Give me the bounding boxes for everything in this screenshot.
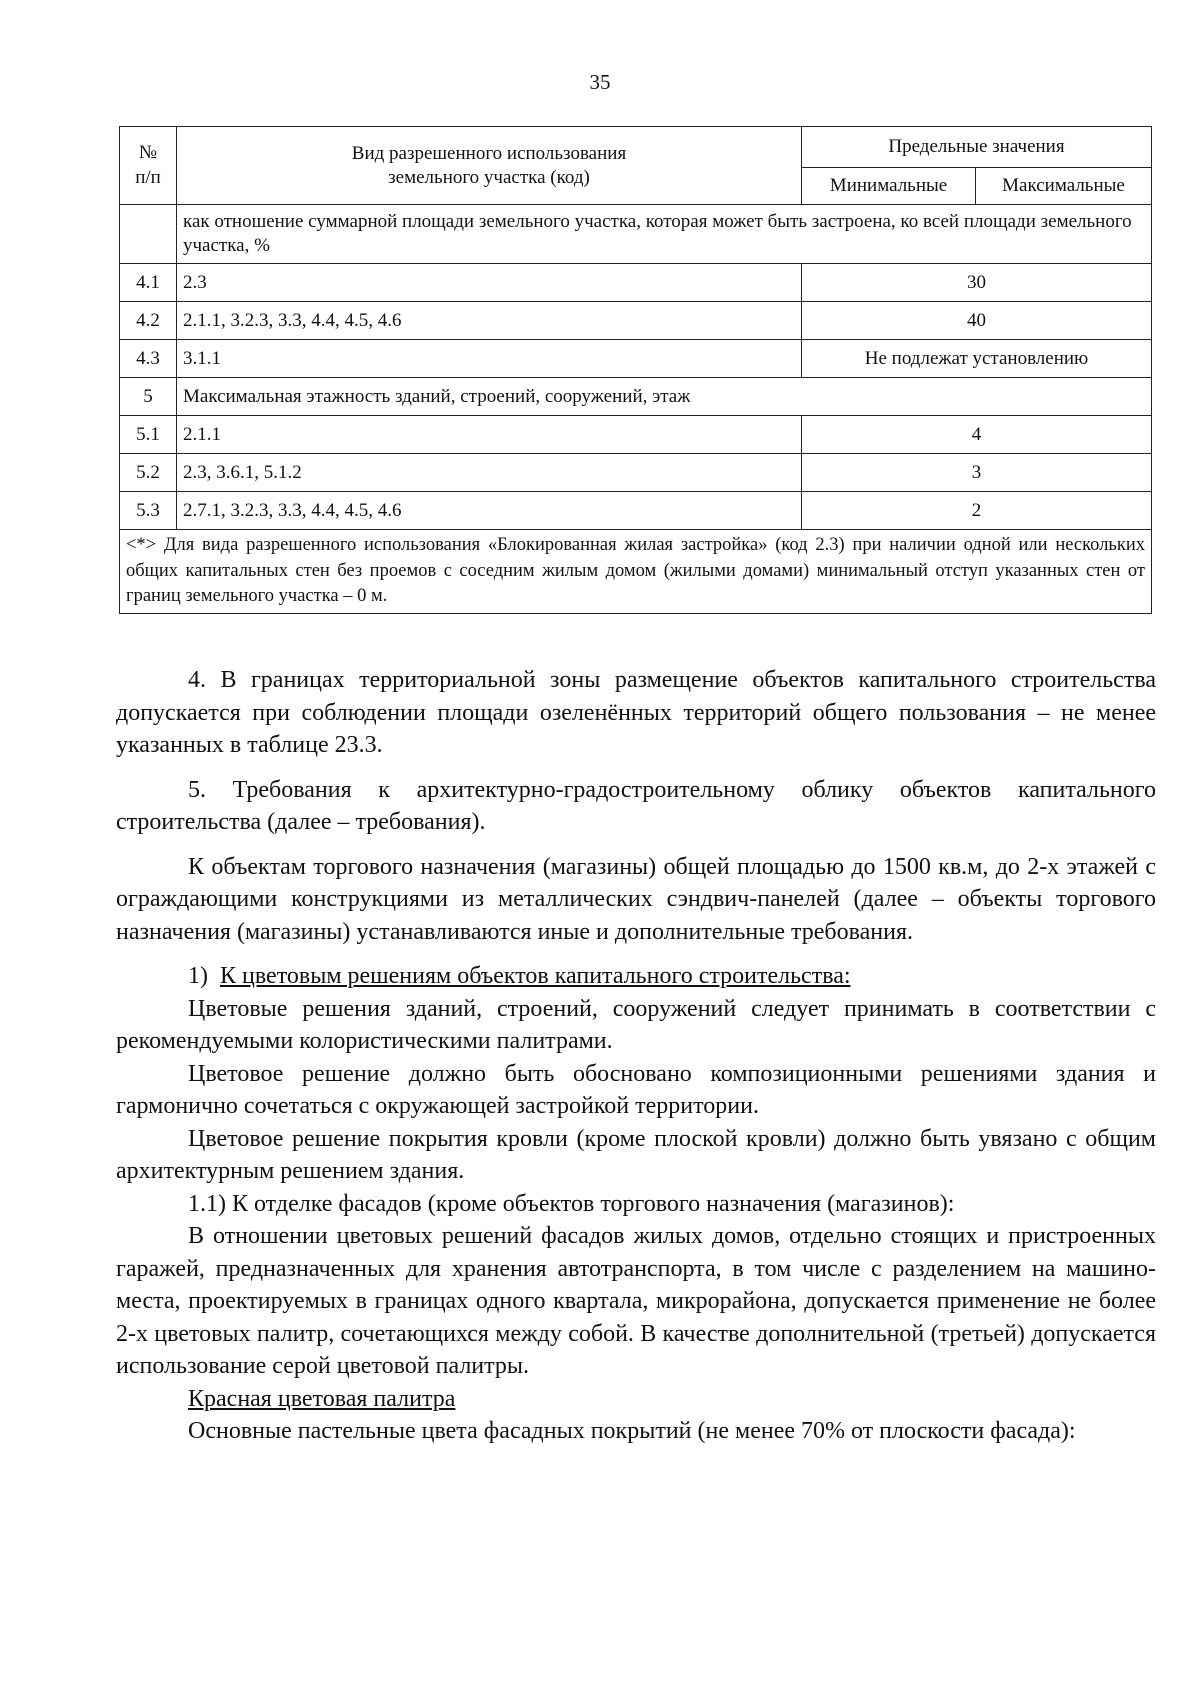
row-code: 2.1.1, 3.2.3, 3.3, 4.4, 4.5, 4.6	[177, 302, 802, 340]
row-section-text: Максимальная этажность зданий, строений, сооружений, этаж	[177, 378, 1152, 416]
paragraph-1-heading	[116, 960, 1156, 993]
row-value: 4	[802, 416, 1152, 454]
row-num: 5	[120, 378, 177, 416]
row-code: 2.3, 3.6.1, 5.1.2	[177, 454, 802, 492]
table-row	[120, 378, 1152, 416]
paragraph-5: 5. Требования к архитектурно-градостроительному облику объектов капитального строительства (далее – требования).	[116, 776, 1156, 835]
table-footnote: <*> Для вида разрешенного использования «Блокированная жилая застройка» (код 2.3) при наличии одной или нескольких общих капитальных стен без проемов с соседним жилым домом (жилыми домами) минимальный отступ указанных стен от границ земельного участка – 0 м.	[120, 530, 1152, 614]
row-num: 5.1	[120, 416, 177, 454]
table-row	[120, 416, 1152, 454]
row-value: 40	[802, 302, 1152, 340]
paragraph-4: 4. В границах территориальной зоны размещение объектов капитального строительства допускается при соблюдении площади озеленённых территорий общего пользования – не менее указанных в таблице 23.3.	[116, 667, 1156, 758]
row-code: 3.1.1	[177, 340, 802, 378]
row-num: 4.1	[120, 264, 177, 302]
red-palette-title	[116, 1383, 1156, 1416]
row-num	[120, 205, 177, 264]
paragraph-shops: К объектам торгового назначения (магазины) общей площадью до 1500 кв.м, до 2-х этажей с ограждающими конструкциями из металлических сэндвич-панелей (далее – объекты торгового назначения (магазины) устанавливаются иные и дополнительные требования.	[116, 853, 1156, 945]
paragraph-1-b: Цветовое решение должно быть обосновано композиционными решениями здания и гармонично сочетаться с окружающей застройкой территории.	[116, 1060, 1156, 1119]
table-row	[120, 205, 1152, 264]
table-row	[120, 492, 1152, 530]
paragraph-1-1: 1.1) К отделке фасадов (кроме объектов торгового назначения (магазинов):	[188, 1190, 955, 1217]
red-palette-text: Основные пастельные цвета фасадных покрытий (не менее 70% от плоскости фасада):	[188, 1418, 1076, 1444]
row-value: 2	[802, 492, 1152, 530]
red-palette-title-text: Красная цветовая палитра	[188, 1385, 456, 1412]
row-num: 4.3	[120, 340, 177, 378]
table-row	[120, 454, 1152, 492]
row-section-text: как отношение суммарной площади земельного участка, которая может быть застроена, ко всей площади земельного участка, %	[177, 205, 1152, 264]
body-text	[116, 664, 1156, 1448]
paragraph-1-a: Цветовые решения зданий, строений, сооружений следует принимать в соответствии с рекомендуемыми колористическими палитрами.	[116, 995, 1156, 1054]
paragraph-1-1-text: В отношении цветовых решений фасадов жилых домов, отдельно стоящих и пристроенных гаражей, предназначенных для хранения автотранспорта, в том числе с разделением на машино-места, проектируемых в границах одного квартала, микрорайона, допускается применение не более 2-х цветовых палитр, сочетающихся между собой. В качестве дополнительной (третьей) допускается использование серой цветовой палитры.	[116, 1223, 1156, 1379]
row-value: Не подлежат установлению	[802, 340, 1152, 378]
paragraph-1-c: Цветовое решение покрытия кровли (кроме плоской кровли) должно быть увязано с общим архитектурным решением здания.	[116, 1125, 1156, 1184]
header-min: Минимальные	[802, 168, 976, 205]
regulation-table	[119, 126, 1152, 614]
header-num-label: № п/п	[135, 141, 161, 188]
row-num: 5.3	[120, 492, 177, 530]
table-row	[120, 302, 1152, 340]
row-code: 2.1.1	[177, 416, 802, 454]
header-num	[120, 127, 177, 205]
table-row	[120, 340, 1152, 378]
paragraph-1-number: 1)	[188, 963, 208, 989]
footnote-row	[120, 530, 1152, 614]
header-type: Вид разрешенного использования земельного участка (код)	[177, 127, 802, 205]
row-code: 2.3	[177, 264, 802, 302]
header-max: Максимальные	[976, 168, 1152, 205]
page-number: 35	[589, 70, 611, 94]
row-value: 30	[802, 264, 1152, 302]
row-num: 4.2	[120, 302, 177, 340]
row-code: 2.7.1, 3.2.3, 3.3, 4.4, 4.5, 4.6	[177, 492, 802, 530]
paragraph-1-title: К цветовым решениям объектов капитального строительства:	[220, 963, 851, 989]
header-limits: Предельные значения	[802, 127, 1152, 168]
table-row	[120, 264, 1152, 302]
row-value: 3	[802, 454, 1152, 492]
row-num: 5.2	[120, 454, 177, 492]
